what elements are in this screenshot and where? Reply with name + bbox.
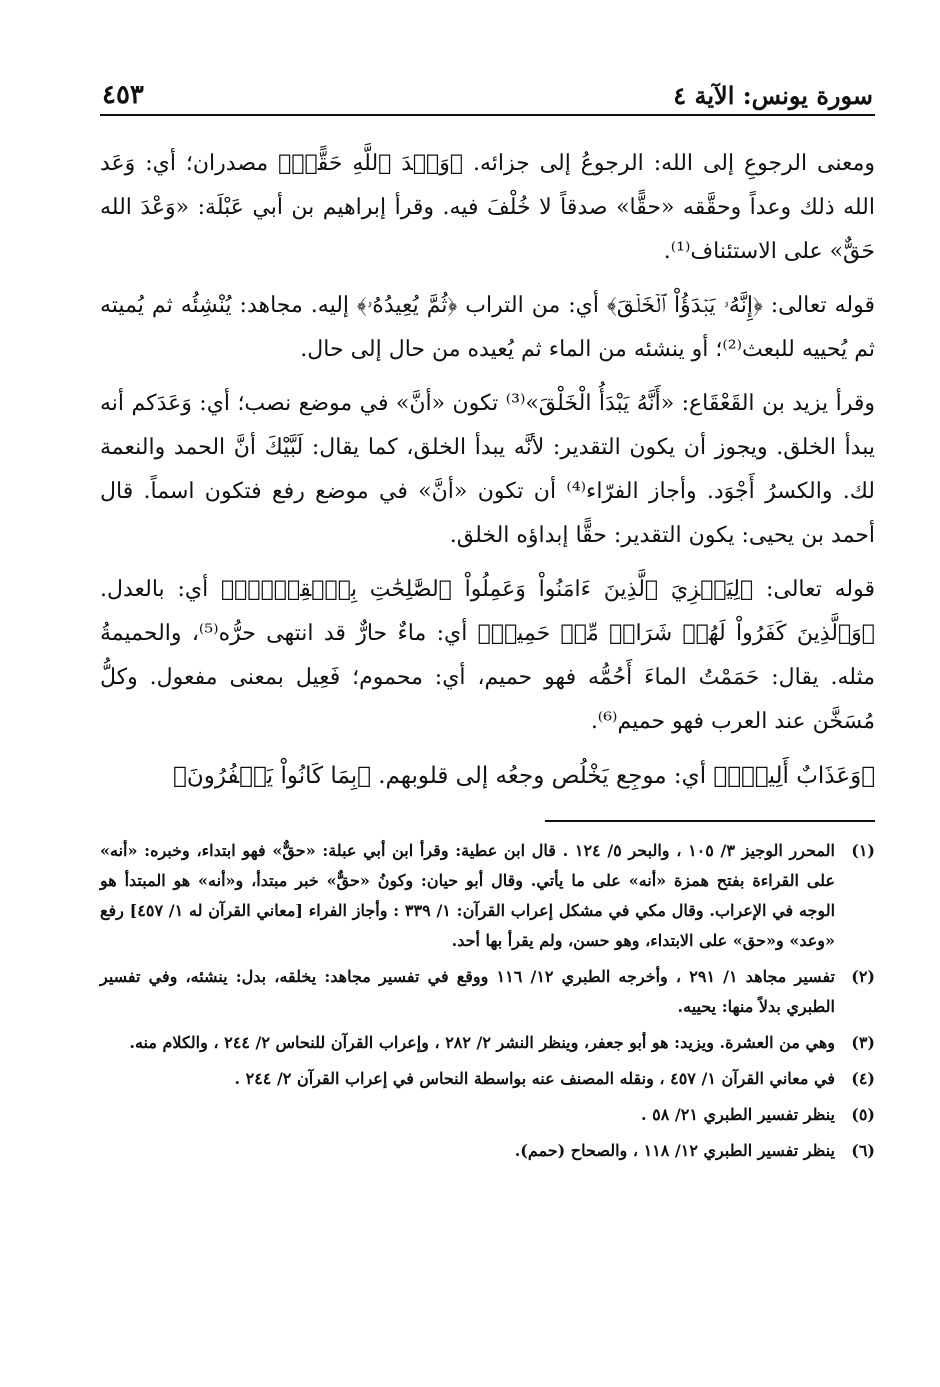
paragraph: ﴿وَعَذَابٌ أَلِيمُۢ﴾ أي: موجِع يَخْلُص وجعُه إلى قلوبهم. ﴿بِمَا كَانُواْ يَكۡفُرُونَ﴾ — [173, 763, 875, 789]
footnote-number: (٥) — [851, 1105, 875, 1124]
footnote-text: ينظر تفسير الطبري ١٢/ ١١٨ ، والصحاح (حمم). — [514, 1141, 835, 1160]
footnote-text: في معاني القرآن ١/ ٤٥٧ ، ونقله المصنف عنه بواسطة النحاس في إعراب القرآن ٢/ ٢٤٤ . — [234, 1069, 835, 1088]
footnote — [100, 1064, 875, 1094]
footnote — [100, 1100, 875, 1130]
footnote — [100, 836, 875, 956]
footnote — [100, 962, 875, 1022]
footnote-number: (٦) — [851, 1141, 875, 1160]
footnote — [100, 1136, 875, 1166]
footnote-number: (٣) — [851, 1033, 875, 1052]
footnote-text: المحرر الوجيز ٣/ ١٠٥ ، والبحر ٥/ ١٢٤ . قال ابن عطية: وقرأ ابن أبي عبلة: «حقٌّ» فهو ابتداء، وخبره: «أنه» على القراءة بفتح همزة «أنه» على ما يأتي. وقال أبو حيان: وكونُ «حقٌّ» خبر مبتدأ، و«أنه» هو المبتدأ هو الوجه في الإعراب. وقال مكي في مشكل إعراب القرآن: ١/ ٣٣٩ : وأجاز الفراء [معاني القرآن له ١/ ٤٥٧] رفع «وعد» و«حق» على الابتداء، وهو حسن، ولم يقرأ بها أحد. — [100, 841, 836, 950]
footnote-number: (١) — [851, 841, 875, 860]
paragraph: قوله تعالى: ﴿إِنَّهُۥ يَبۡدَؤُاْ ٱلۡخَلۡقَ﴾ أي: من التراب ﴿ثُمَّ يُعِيدُهُۥ﴾ إليه. مجاهد: يُنْشِئُه ثم يُميته ثم يُحييه للبعث⁽²⁾؛ أو ينشئه من الماء ثم يُعيده من حال إلى حال. — [100, 293, 875, 362]
main-text — [100, 142, 875, 798]
running-title: سورة يونس: الآية ٤ — [673, 81, 873, 110]
footnote — [100, 1028, 875, 1058]
paragraph: قوله تعالى: ﴿لِيَجۡزِيَ ٱلَّذِينَ ءَامَنُواْ وَعَمِلُواْ ٱلصَّٰلِحَٰتِ بِٱلۡقِسۡطِۚ﴾ أي: بالعدل. ﴿وَٱلَّذِينَ كَفَرُواْ لَهُمۡ شَرَابٞ مِّنۡ حَمِيمٖ﴾ أي: ماءٌ حارٌّ قد انتهى حرُّه⁽⁵⁾، والحميمةُ مثله. يقال: حَمَمْتُ الماءَ أَحُمُّه فهو حميم، أي: محموم؛ فَعِيل بمعنى مفعول. وكلُّ مُسَخَّن عند العرب فهو حميم⁽⁶⁾. — [100, 577, 875, 734]
footnote-text: تفسير مجاهد ١/ ٢٩١ ، وأخرجه الطبري ١٢/ ١١٦ ووقع في تفسير مجاهد: يخلقه، بدل: ينشئه، وفي تفسير الطبري بدلاً منها: يحييه. — [100, 967, 836, 1016]
footnote-number: (٤) — [851, 1069, 875, 1088]
page-number: ٤٥٣ — [102, 80, 144, 110]
paragraph: ومعنى الرجوعِ إلى الله: الرجوعُ إلى جزائه. ﴿وَعۡدَ ٱللَّهِ حَقًّاۚ﴾ مصدران؛ أي: وَعَد الله ذلك وعداً وحقَّقه «حقًّا» صدقاً لا خُلْفَ فيه. وقرأ إبراهيم بن أبي عَبْلَة: «وَعْدَ الله حَقٌّ» على الاستئناف⁽¹⁾. — [100, 151, 875, 264]
footnote-text: ينظر تفسير الطبري ٢١/ ٥٨ . — [641, 1105, 835, 1124]
book-page — [100, 72, 875, 1172]
footnote-divider — [545, 820, 875, 822]
paragraph: وقرأ يزيد بن القَعْقَاع: «أَنَّهُ يَبْدَأُ الْخَلْقَ»⁽³⁾ تكون «أنَّ» في موضع نصب؛ أي: وَعَدَكم أنه يبدأ الخلق. ويجوز أن يكون التقدير: لأنَّه يبدأ الخلق، كما يقال: لَبَّيْكَ أنَّ الحمد والنعمة لك. والكسرُ أَجْوَد. وأجاز الفرّاء⁽⁴⁾ أن تكون «أنَّ» في موضع رفع فتكون اسماً. قال أحمد بن يحيى: يكون التقدير: حقًّا إبداؤه الخلق. — [100, 391, 875, 548]
page-header — [100, 72, 875, 116]
footnote-text: وهي من العشرة. ويزيد: هو أبو جعفر، وينظر النشر ٢/ ٢٨٢ ، وإعراب القرآن للنحاس ٢/ ٢٤٤ ، والكلام منه. — [129, 1033, 835, 1052]
footnote-number: (٢) — [851, 967, 875, 986]
footnotes — [100, 836, 875, 1166]
